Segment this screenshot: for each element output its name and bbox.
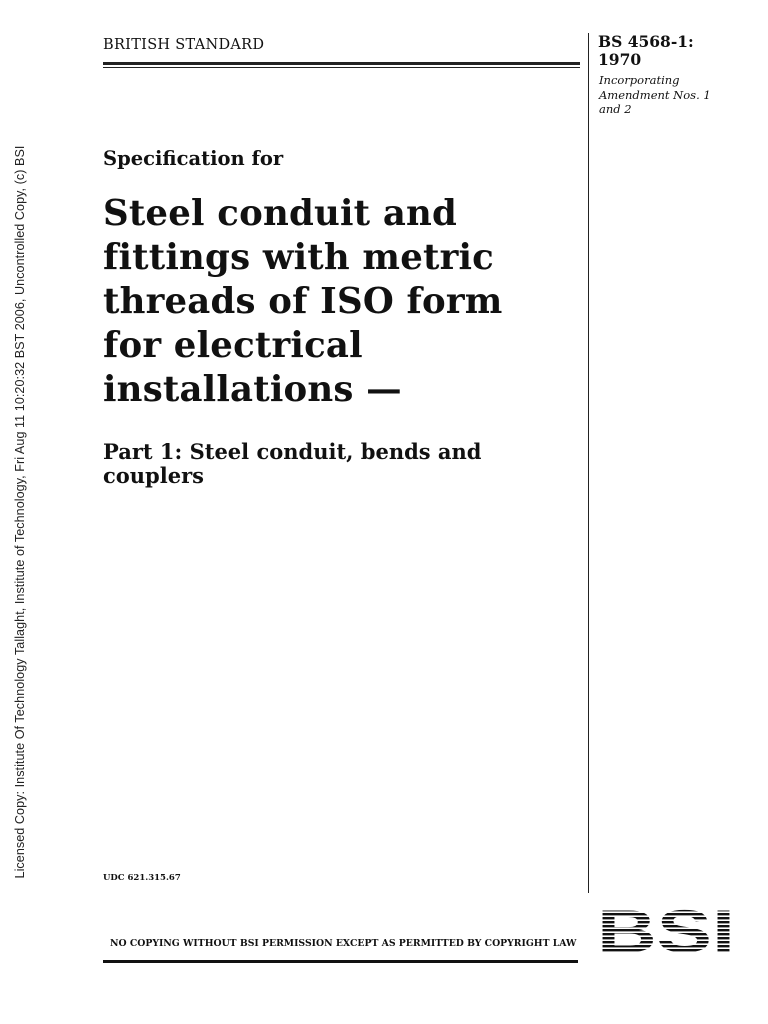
copyright-rule (103, 960, 578, 963)
standard-year: 1970 (598, 50, 642, 69)
header-rule (103, 62, 580, 68)
spec-label: Specification for (103, 147, 284, 170)
copyright-notice: NO COPYING WITHOUT BSI PERMISSION EXCEPT AS PERMITTED BY COPYRIGHT LAW (110, 938, 577, 949)
bsi-logo-text: BSI (597, 905, 735, 955)
document-title: Steel conduit and fittings with metric threads of ISO form for electrical installations — (103, 193, 503, 410)
bsi-logo-icon (596, 905, 736, 955)
publisher-label: BRITISH STANDARD (103, 37, 265, 53)
column-divider (588, 33, 589, 893)
standard-number-block (598, 33, 694, 69)
amendment-note: Incorporating Amendment Nos. 1 and 2 (599, 73, 711, 116)
udc-code: UDC 621.315.67 (103, 873, 181, 883)
standard-number: BS 4568-1: (598, 32, 694, 51)
part-title: Part 1: Steel conduit, bends and couplers (103, 439, 482, 488)
license-watermark: Licensed Copy: Institute Of Technology Tallaght, Institute of Technology, Fri Aug 11 10:20:32 BST 2006, Uncontrolled Copy, (c) BSI (13, 145, 27, 879)
copyright-banner (103, 930, 578, 964)
